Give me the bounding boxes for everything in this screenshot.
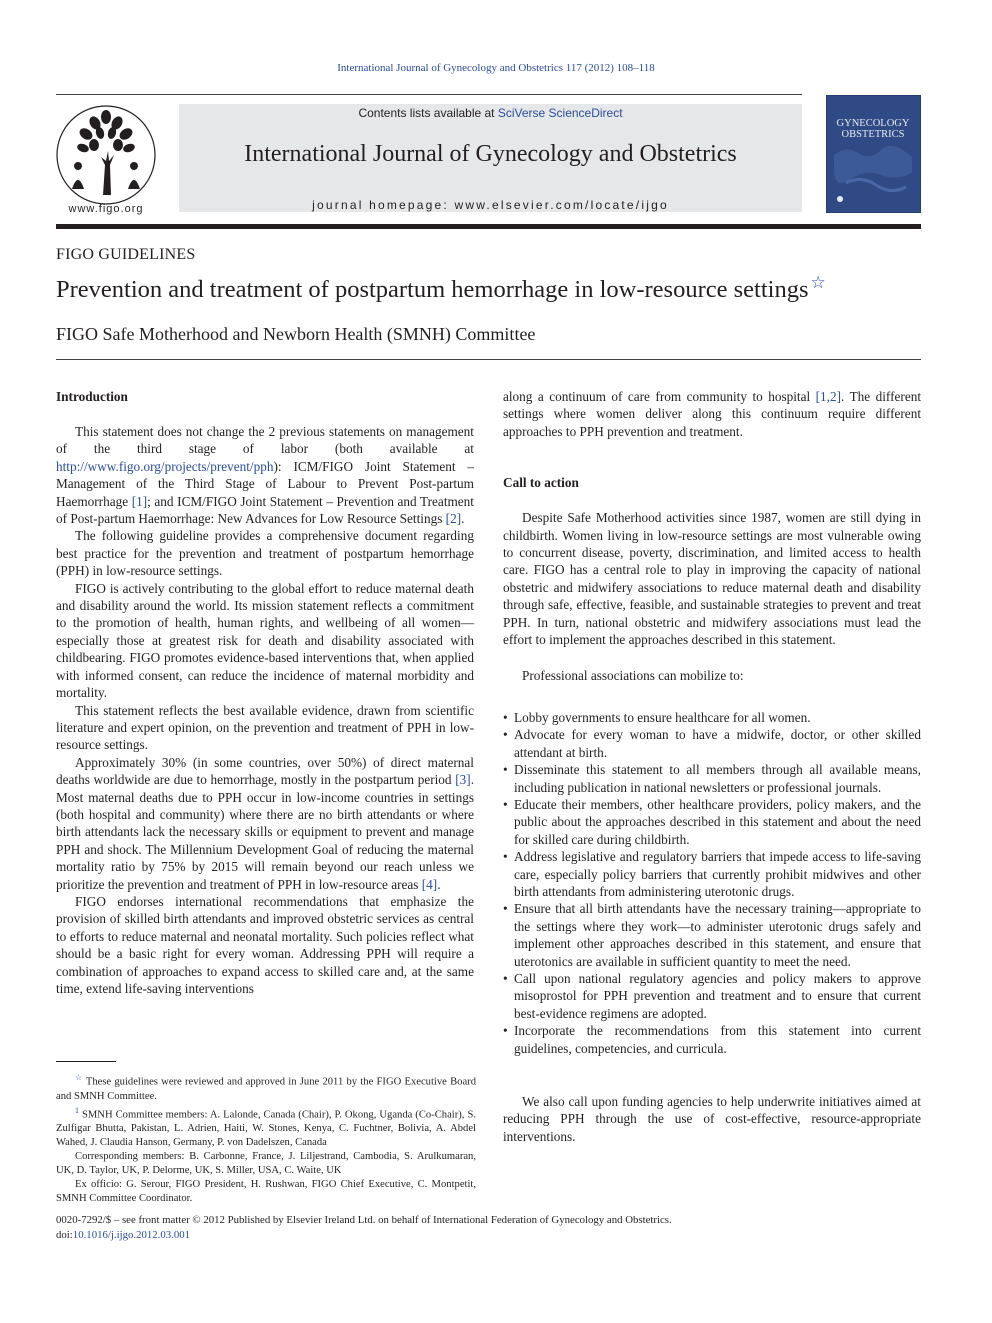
left-column [56,388,474,997]
copyright-line: 0020-7292/$ – see front matter © 2012 Published by Elsevier Ireland Ltd. on behalf of International Federation of Gynecology and Obstetrics. [56,1214,672,1226]
contents-line [179,106,802,120]
footnote-divider [56,1061,116,1062]
action-list [503,709,921,1057]
doi-link[interactable]: 10.1016/j.ijgo.2012.03.001 [72,1228,191,1241]
logo-url: www.figo.org [68,203,144,215]
intro-paragraph-1: This statement does not change the 2 previous statements on management of the third stage of labor (both available at http://www.figo.org/projects/prevent/pph): ICM/FIGO Joint Statement – Management of the Third Stage of Labour to Prevent Post-partum Haemorrhage [1]; and ICM/FIGO Joint Statement – Prevention and Treatment of Post-partum Haemorrhage: New Advances for Low Resource Settings [2]. [56,424,474,527]
cover-title-1: GYNECOLOGY [836,118,910,129]
ref-1[interactable]: [1] [131,493,148,509]
footnote-mark-1: 1 [75,1105,79,1115]
list-item: • Disseminate this statement to all members through all available means, including publication in national newsletters or professional journals. [503,761,921,796]
article-title-text: Prevention and treatment of postpartum hemorrhage in low-resource settings [56,276,809,303]
cover-emblem-icon [837,196,843,202]
right-column [503,388,921,1145]
article-authors: FIGO Safe Motherhood and Newborn Health (SMNH) Committee [56,324,536,344]
list-item: • Lobby governments to ensure healthcare for all women. [503,709,921,726]
tree-icon [72,110,140,195]
introduction-heading: Introduction [56,389,128,404]
intro-paragraph-3: FIGO is actively contributing to the global effort to reduce maternal death and disability around the world. Its mission statement reflects a commitment to the promotion of health, human rights, and wellbeing of all women—especially those at greatest risk for death and disability associated with childbearing. FIGO promotes evidence-based interventions that, when applied with informed consent, can reduce the incidence of maternal morbidity and mortality. [56,580,474,701]
journal-cover[interactable] [826,95,921,213]
footnote-mark-star: ☆ [75,1073,83,1082]
footnote-ex-officio: Ex officio: G. Serour, FIGO President, H. Rushwan, FIGO Chief Executive, C. Montpetit, SMNH Committee Coordinator. [56,1179,476,1205]
page-footer [56,1213,672,1242]
figo-logo[interactable] [56,103,158,215]
sciencedirect-link[interactable]: SciVerse ScienceDirect [497,106,623,120]
list-item: • Incorporate the recommendations from this statement into current guidelines, competencies, and curricula. [503,1022,921,1057]
cover-title-2: OBSTETRICS [841,129,905,140]
journal-title: International Journal of Gynecology and Obstetrics [244,141,737,167]
title-footnote-mark[interactable]: ☆ [810,273,826,292]
list-item: • Ensure that all birth attendants have the necessary training—appropriate to the settings where they work—to administer uterotonic drugs safely and implement other approaches described in this statement, and ensure that uterotonics are available in sufficient quantity to meet the need. [503,900,921,970]
ref-1-2[interactable]: [1,2] [815,389,842,404]
mobilize-intro: Professional associations can mobilize to: [522,668,744,684]
section-label: FIGO GUIDELINES [56,246,196,263]
doi-line: doi:10.1016/j.ijgo.2012.03.001 [56,1228,191,1241]
list-item: • Call upon national regulatory agencies and policy makers to approve misoprostol for PPH prevention and treatment and to ensure that current best-evidence regimens are adopted. [503,970,921,1022]
header-thick-divider [56,224,921,229]
continued-paragraph: along a continuum of care from community to hospital [1,2]. The different settings where women deliver along this continuum require different approaches to PPH prevention and treatment. [503,389,922,439]
list-item: • Advocate for every woman to have a midwife, doctor, or other skilled attendant at birth. [503,726,921,761]
figo-pph-link[interactable]: http://www.figo.org/projects/prevent/pph [56,458,274,474]
list-item: • Address legislative and regulatory barriers that impede access to life-saving care, especially policy barriers that currently prohibit midwives and other birth attendants from administering uterotonic drugs. [503,848,921,900]
ref-2[interactable]: [2] [445,511,462,527]
footnotes [56,1071,476,1206]
intro-paragraph-2: The following guideline provides a comprehensive document regarding best practice for the prevention and treatment of postpartum hemorrhage (PPH) in low-resource settings. [56,528,474,579]
title-divider [56,359,921,360]
funding-paragraph: We also call upon funding agencies to help underwrite initiatives aimed at reducing PPH through the use of cost-effective, resource-appropriate interventions. [503,1094,921,1144]
ref-3[interactable]: [3] [455,772,471,788]
intro-paragraph-4: This statement reflects the best available evidence, drawn from scientific literature and expert opinion, on the prevention and treatment of PPH in low-resource settings. [56,702,474,753]
article-title [56,273,826,304]
footnote-corresponding: Corresponding members: B. Carbonne, France, J. Liljestrand, Cambodia, S. Arulkumaran, UK, D. Taylor, UK, P. Delorme, UK, S. Miller, USA, C. Waite, UK [56,1151,476,1177]
intro-paragraph-6: FIGO endorses international recommendations that emphasize the provision of skilled birth attendants and improved obstetric services as central to efforts to reduce maternal and neonatal mortality. Such policies reflect what should be a basic right for every woman. Addressing PPH will require a combination of approaches to expand access to skilled care and, at the same time, extend life-saving interventions [56,893,474,996]
call-to-action-heading: Call to action [503,475,579,491]
contents-prefix: Contents lists available at [358,106,498,120]
footnote-members: $^1$ SMNH Committee members: A. Lalonde, Canada (Chair), P. Okong, Uganda (Co-Chair), S. Zulfigar Bhutta, Pakistan, L. Adrien, Haiti, W. Stones, Kenya, C. Fuchtner, Bolivia, A. Abdel Wahed, J. Claudia Hanson, Germany, P. von Dadelszen, Canada [56,1105,476,1149]
header-divider [56,94,802,95]
footnote-approval: ☆ These guidelines were reviewed and approved in June 2011 by the FIGO Executive Board and SMNH Committee. [56,1073,476,1102]
list-item: • Educate their members, other healthcare providers, policy makers, and the public about the approaches described in this statement and about the need for skilled care during childbirth. [503,796,921,848]
journal-citation[interactable]: International Journal of Gynecology and Obstetrics 117 (2012) 108–118 [337,62,655,74]
journal-homepage[interactable]: journal homepage: www.elsevier.com/locate/ijgo [312,198,669,212]
intro-paragraph-5: Approximately 30% (in some countries, over 50%) of direct maternal deaths worldwide are due to hemorrhage, mostly in the postpartum period [3]. Most maternal deaths due to PPH occur in low-income countries in settings (both hospital and community) where there are no birth attendants or where birth attendants lack the necessary skills or equipment to prevent and manage PPH and shock. The Millennium Development Goal of reducing the maternal mortality ratio by 75% by 2015 will remain beyond our reach unless we prioritize the prevention and treatment of PPH in low-resource areas [4]. [56,754,474,892]
ref-4[interactable]: [4] [421,876,438,892]
call-to-action-paragraph: Despite Safe Motherhood activities since 1987, women are still dying in childbirth. Women living in low-resource settings are most vulnerable owing to concurrent disease, poverty, discrimination, and limited access to health care. FIGO has a central role to play in improving the capacity of national obstetric and midwifery associations to reduce maternal death and disability through safe, effective, feasible, and sustainable strategies to prevent and treat PPH. In turn, national obstetric and midwifery associations must lead the effort to implement the approaches described in this statement. [503,510,921,648]
